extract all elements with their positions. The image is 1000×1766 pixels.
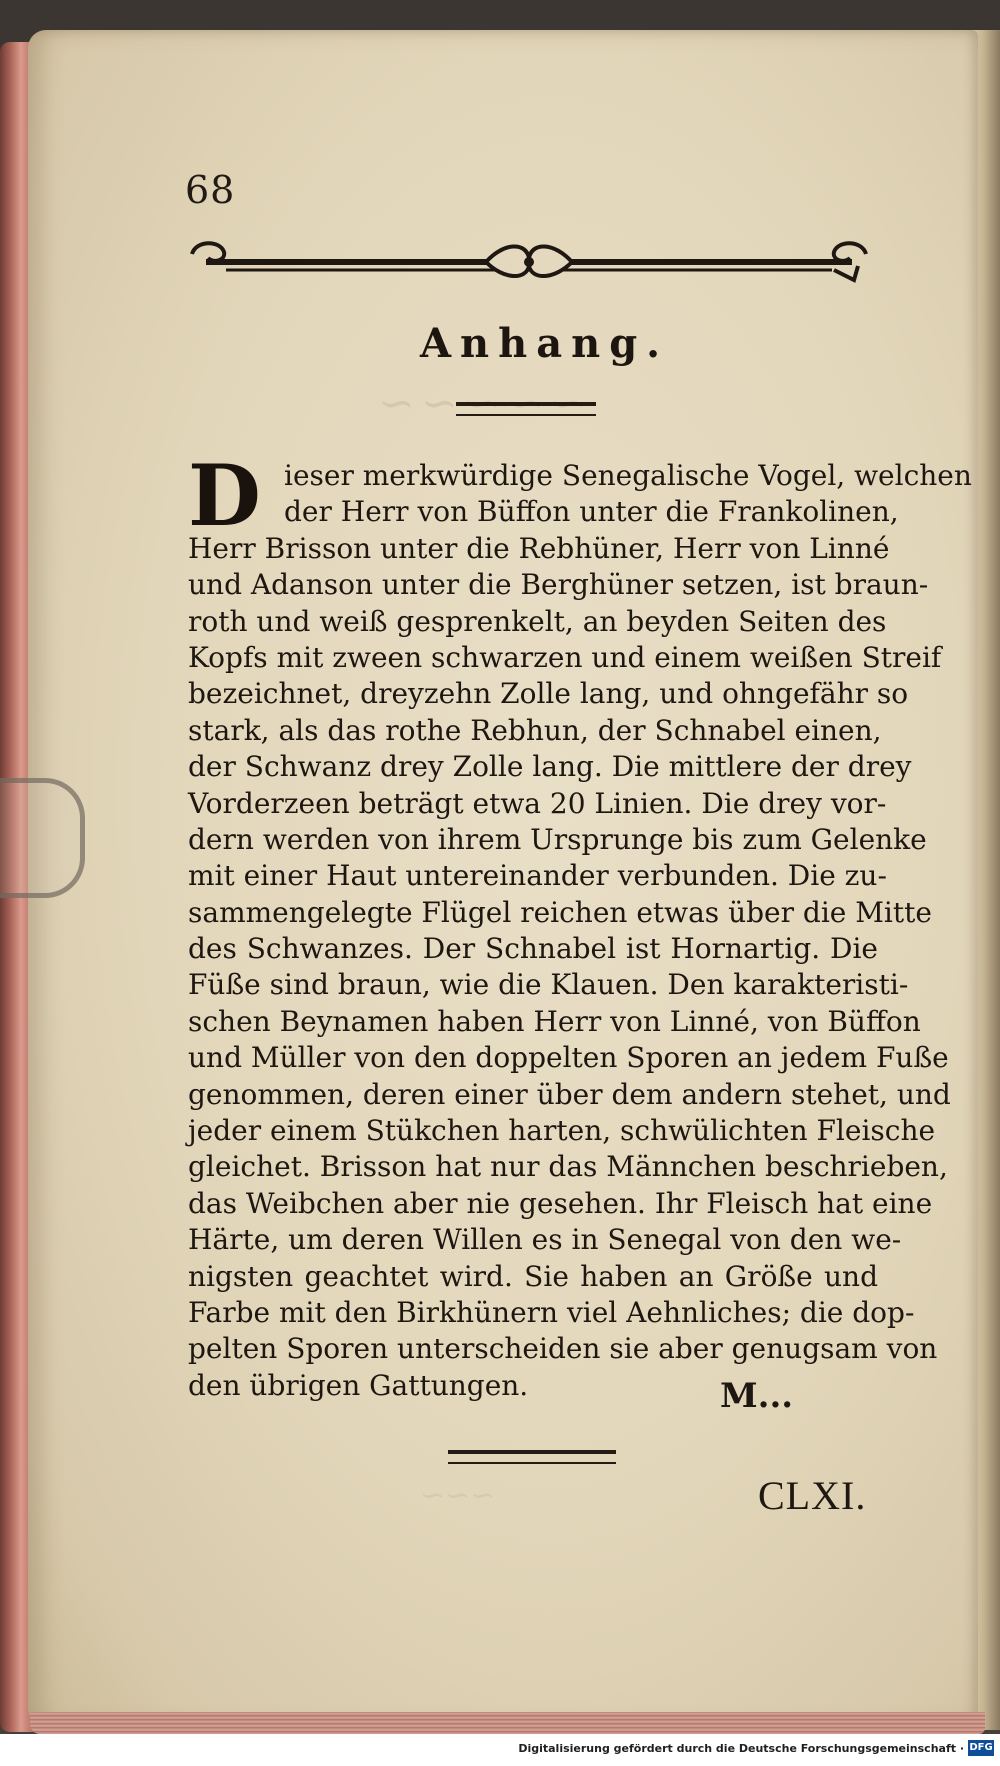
text-line: Härte, um deren Willen es in Senegal von den we-: [188, 1223, 902, 1257]
catchword: M...: [720, 1376, 794, 1416]
text-line: und Müller von den doppelten Sporen an jedem Fuße: [188, 1041, 949, 1075]
text-line: der Herr von Büffon unter die Frankolinen,: [284, 495, 899, 529]
closing-rule: [448, 1450, 616, 1464]
text-line: jeder einem Stükchen harten, schwülichten Fleische: [188, 1114, 936, 1148]
text-line: Farbe mit den Birkhünern viel Aehnliches; die dop-: [188, 1295, 915, 1329]
text-line: nigsten geachtet wird. Sie haben an Größe und: [188, 1259, 878, 1293]
text-line: Herr Brisson unter die Rebhüner, Herr von Linné: [188, 531, 890, 565]
text-line: sammengelegte Flügel reichen etwas über die Mitte: [188, 895, 932, 929]
text-line: schen Beynamen haben Herr von Linné, von Büffon: [188, 1004, 921, 1038]
text-line: ieser merkwürdige Senegalische Vogel, welchen: [284, 459, 972, 492]
text-line: Füße sind braun, wie die Klauen. Den karakteristi-: [188, 968, 909, 1002]
page-clip: [0, 778, 85, 898]
text-line: dern werden von ihrem Ursprunge bis zum Gelenke: [188, 822, 927, 856]
text-line: Kopfs mit zween schwarzen und einem weißen Streif: [188, 640, 942, 674]
text-line: und Adanson unter die Berghüner setzen, ist braun-: [188, 568, 929, 602]
text-line: roth und weiß gesprenkelt, an beyden Seiten des: [188, 604, 887, 638]
text-line: das Weibchen aber nie gesehen. Ihr Fleisch hat eine: [188, 1186, 933, 1220]
text-line-last: den übrigen Gattungen.: [188, 1368, 529, 1402]
digitization-credit: Digitalisierung gefördert durch die Deutsche Forschungsgemeinschaft ·: [518, 1742, 964, 1755]
heading-rule: [456, 402, 596, 416]
body-text: [188, 446, 972, 1404]
dropcap-letter: D: [188, 446, 261, 545]
text-line: genommen, deren einer über dem andern stehet, und: [188, 1077, 951, 1111]
text-line: der Schwanz drey Zolle lang. Die mittlere der drey: [188, 750, 912, 784]
dropcap-block: [188, 446, 972, 545]
show-through-text-bottom: ~~~: [420, 1478, 496, 1513]
text-line: stark, als das rothe Rebhun, der Schnabel einen,: [188, 713, 882, 747]
page-number: 68: [185, 168, 236, 212]
header-ornament: [186, 236, 872, 286]
show-through-text: ~~~~~: [372, 378, 587, 429]
text-line: pelten Sporen unterscheiden sie aber genugsam von: [188, 1332, 938, 1366]
signature-mark: CLXI.: [758, 1473, 867, 1518]
page-block-bottom: [30, 1712, 985, 1734]
text-line: des Schwanzes. Der Schnabel ist Hornartig. Die: [188, 932, 878, 966]
text-line: Vorderzeen beträgt etwa 20 Linien. Die drey vor-: [188, 786, 887, 820]
text-line: gleichet. Brisson hat nur das Männchen beschrieben,: [188, 1150, 948, 1184]
dfg-logo: DFG: [968, 1740, 994, 1756]
section-heading: Anhang.: [420, 320, 670, 367]
text-line: bezeichnet, dreyzehn Zolle lang, und ohngefähr so: [188, 677, 909, 711]
text-line: mit einer Haut untereinander verbunden. Die zu-: [188, 859, 887, 893]
